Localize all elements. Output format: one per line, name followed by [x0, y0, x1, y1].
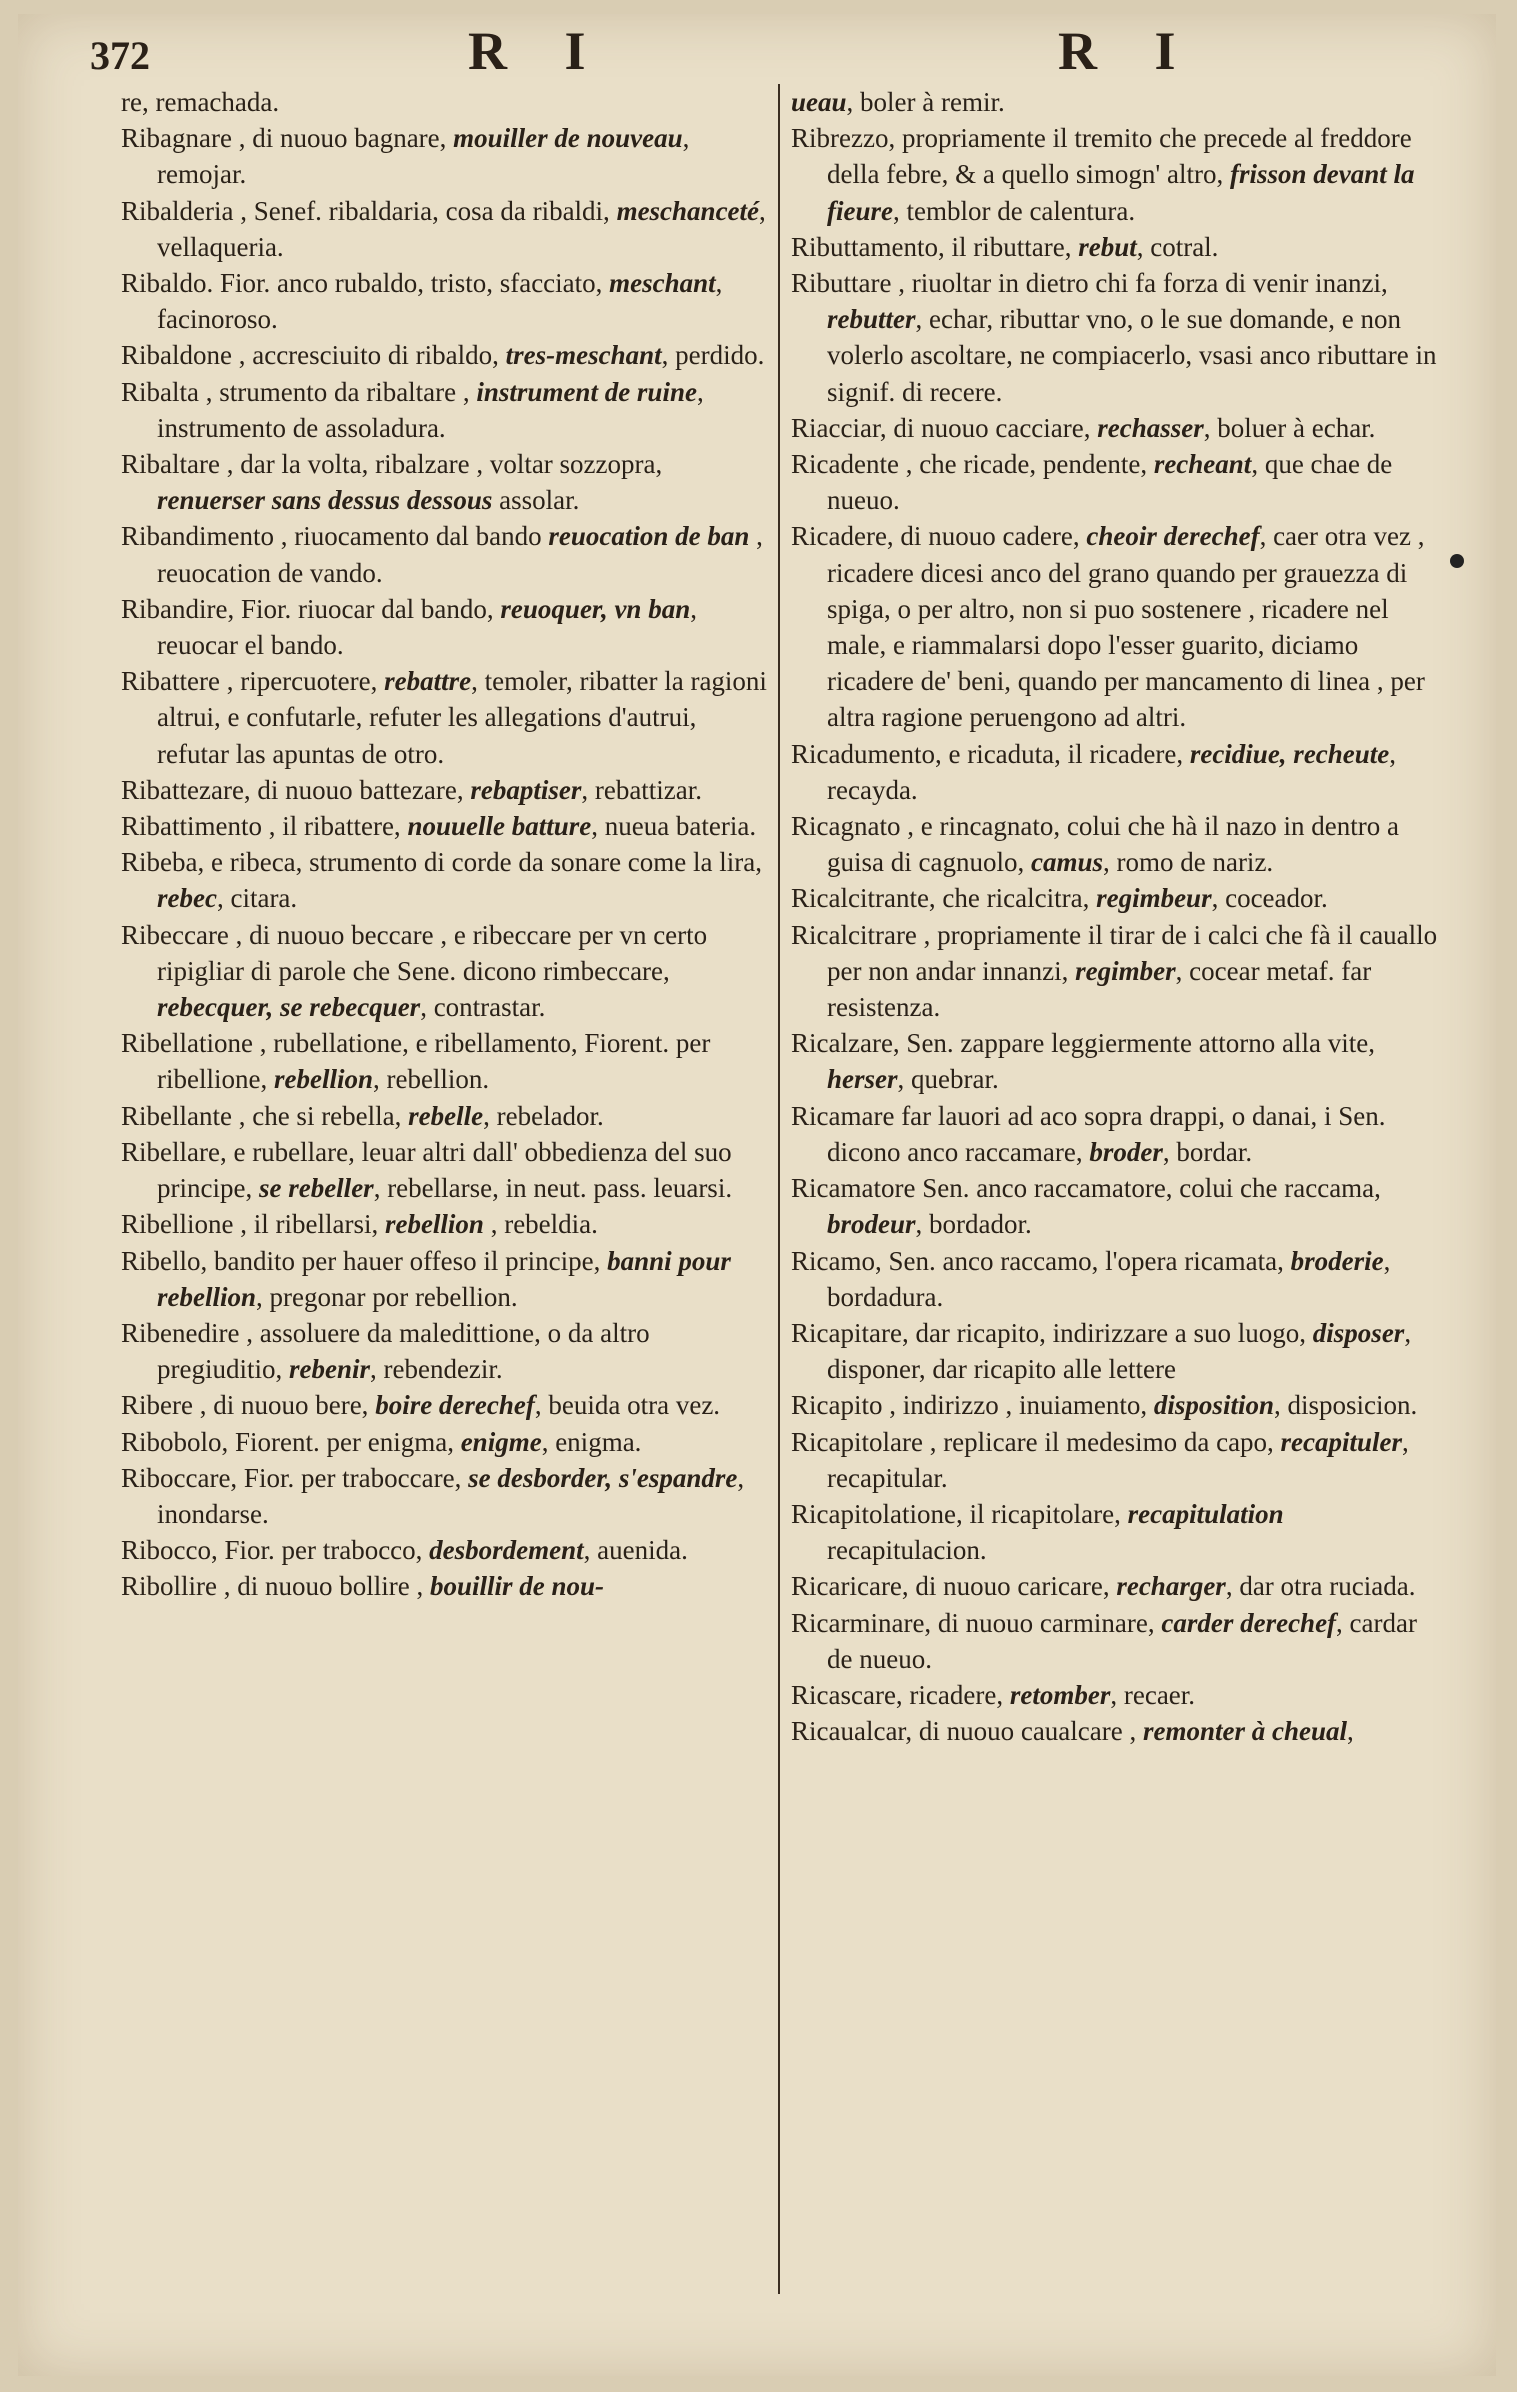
page-header: [18, 14, 1496, 84]
entry-french: recapitulation: [1127, 1498, 1284, 1529]
entry-french: disposition: [1153, 1390, 1274, 1421]
entry-french: boire derechef: [375, 1390, 535, 1421]
entry-italian: Ribandimento , riuocamento dal bando: [121, 521, 549, 552]
entry-italian: Ricapitare, dar ricapito, indirizzare a suo luogo,: [791, 1317, 1313, 1348]
entry-french: regimbeur: [1096, 883, 1212, 914]
entry-spanish: , cotral.: [1136, 231, 1219, 262]
entry-french: rebecquer, se rebecquer: [157, 992, 421, 1023]
entry-italian: Ribandire, Fior. riuocar dal bando,: [121, 593, 501, 624]
entry-spanish: , romo de nariz.: [1102, 847, 1274, 878]
dictionary-entry: [121, 1025, 771, 1097]
entry-spanish: , disponer, dar ricapito alle lettere: [827, 1317, 1412, 1385]
dictionary-entry: [791, 1496, 1441, 1568]
entry-spanish: , disposicion.: [1273, 1390, 1418, 1421]
entry-french: broder: [1089, 1136, 1163, 1167]
entry-spanish: ,: [1347, 1716, 1354, 1747]
entry-french: recapituler: [1280, 1426, 1403, 1457]
entry-spanish: , temblor de calentura.: [892, 195, 1136, 226]
entry-french: enigme: [460, 1426, 542, 1457]
entry-italian: Ribrezzo, propriamente il tremito che precede al freddore della febre, & a quello simogn' altro,: [791, 123, 1412, 190]
dictionary-entry: [121, 1134, 771, 1206]
entry-french: rechasser: [1097, 412, 1204, 443]
entry-spanish: , auenida.: [583, 1535, 688, 1566]
entry-italian: Ribagnare , di nuouo bagnare,: [121, 123, 454, 154]
left-column: [121, 84, 771, 2326]
dictionary-entry: [121, 374, 771, 446]
entry-italian: Ricadere, di nuouo cadere,: [791, 521, 1087, 552]
entry-french: retomber: [1009, 1679, 1111, 1710]
entry-spanish: , pregonar por rebellion.: [256, 1281, 518, 1312]
dictionary-entry: [121, 663, 771, 772]
dictionary-entry: [791, 880, 1441, 916]
dictionary-entry: [121, 1315, 771, 1387]
entry-italian: Ricagnato , e rincagnato, colui che hà il nazo in dentro a guisa di cagnuolo,: [791, 811, 1400, 878]
entry-french: herser: [827, 1064, 898, 1095]
entry-french: recidiue, recheute: [1189, 738, 1390, 769]
dictionary-entry: [791, 1243, 1441, 1315]
entry-spanish: , rebellion.: [372, 1064, 490, 1095]
entry-spanish: , rebelador.: [483, 1100, 604, 1131]
entry-italian: Ricamo, Sen. anco raccamo, l'opera ricamata,: [791, 1245, 1291, 1276]
entry-spanish: , bordador.: [915, 1209, 1032, 1240]
entry-italian: Ribalderia , Senef. ribaldaria, cosa da ribaldi,: [121, 195, 617, 226]
entry-spanish: , bordadura.: [827, 1245, 1391, 1312]
entry-italian: Ricadumento, e ricaduta, il ricadere,: [791, 738, 1190, 769]
dictionary-entry: [121, 1243, 771, 1315]
entry-french: rebellion: [273, 1064, 373, 1095]
dictionary-entry: [121, 1568, 771, 1604]
entry-spanish: , rebellarse, in neut. pass. leuarsi.: [373, 1173, 733, 1204]
dictionary-entry: [791, 1605, 1441, 1677]
dictionary-entry: [121, 1460, 771, 1532]
entry-italian: re, remachada.: [121, 87, 280, 117]
page-number: 372: [90, 33, 150, 78]
entry-french: rebutter: [827, 304, 916, 335]
entry-italian: Ribello, bandito per hauer offeso il principe,: [121, 1245, 608, 1276]
entry-french: brodeur: [827, 1209, 916, 1240]
entry-french: camus: [1030, 847, 1103, 878]
entry-french: renuerser sans dessus dessous: [157, 485, 493, 516]
entry-italian: Ribaldone , accresciuito di ribaldo,: [121, 340, 506, 371]
dictionary-entry: [791, 1387, 1441, 1423]
dictionary-entry: [121, 1424, 771, 1460]
entry-french: rebec: [157, 883, 217, 914]
entry-italian: Ribaltare , dar la volta, ribalzare , voltar sozzopra,: [121, 449, 663, 480]
entry-french: bouillir de nou-: [429, 1571, 605, 1602]
entry-french: rebaptiser: [470, 774, 582, 805]
dictionary-entry: [121, 84, 771, 120]
right-running-head: R I: [1058, 21, 1198, 81]
entry-spanish: , boluer à echar.: [1203, 412, 1376, 443]
entry-spanish: , cardar de nueuo.: [827, 1607, 1417, 1674]
entry-spanish: , boler à remir.: [846, 87, 1005, 117]
entry-italian: Ribattimento , il ribattere,: [121, 811, 408, 842]
dictionary-entry: [791, 120, 1441, 229]
entry-french: mouiller de nouveau: [453, 123, 683, 154]
entry-italian: Ribellione , il ribellarsi,: [121, 1209, 385, 1240]
entry-french: frisson devant la fieure: [827, 159, 1415, 226]
dictionary-entry: [791, 1713, 1441, 1749]
entry-italian: Ricamare far lauori ad aco sopra drappi, o danai, i Sen. dicono anco raccamare,: [791, 1100, 1386, 1167]
dictionary-entry: [121, 1387, 771, 1423]
entry-spanish: assolar.: [492, 485, 580, 516]
entry-italian: Ribeba, e ribeca, strumento di corde da sonare come la lira,: [121, 847, 762, 878]
entry-french: meschanceté: [616, 195, 760, 226]
dictionary-entry: [121, 518, 771, 590]
entry-italian: Ributtare , riuoltar in dietro chi fa forza di venir inanzi,: [791, 268, 1388, 299]
entry-spanish: , enigma.: [541, 1426, 642, 1457]
entry-italian: Ricapitolatione, il ricapitolare,: [791, 1498, 1128, 1529]
dictionary-entry: [121, 446, 771, 518]
entry-french: rebut: [1078, 231, 1137, 262]
entry-italian: Riboccare, Fior. per traboccare,: [121, 1462, 469, 1493]
entry-french: nouuelle batture: [407, 811, 592, 842]
entry-spanish: , dar otra ruciada.: [1225, 1571, 1416, 1602]
entry-italian: Ricapitolare , replicare il medesimo da capo,: [791, 1426, 1281, 1457]
entry-italian: Ribere , di nuouo bere,: [121, 1390, 376, 1421]
dictionary-entry: [791, 84, 1441, 120]
dictionary-entry: [791, 736, 1441, 808]
dictionary-entry: [791, 265, 1441, 410]
entry-italian: Ricaualcar, di nuouo caualcare ,: [791, 1716, 1143, 1747]
entry-french: se desborder, s'espandre: [468, 1462, 738, 1493]
dictionary-entry: [121, 1098, 771, 1134]
entry-italian: Ribeccare , di nuouo beccare , e ribeccare per vn certo ripigliar di parole che Sene. dicono rimbeccare,: [121, 919, 708, 986]
dictionary-entry: [121, 1206, 771, 1242]
dictionary-entry: [121, 337, 771, 373]
dictionary-entry: [121, 1532, 771, 1568]
dictionary-entry: [791, 446, 1441, 518]
entry-italian: Ricadente , che ricade, pendente,: [791, 449, 1154, 480]
entry-french: regimber: [1075, 955, 1176, 986]
dictionary-entry: [791, 1098, 1441, 1170]
entry-italian: Riacciar, di nuouo cacciare,: [791, 412, 1098, 443]
entry-spanish: , instrumento de assoladura.: [157, 376, 704, 443]
column-divider: [778, 84, 780, 2294]
entry-spanish: , recaer.: [1110, 1679, 1196, 1710]
entry-spanish: , reuocar el bando.: [157, 593, 697, 661]
entry-french: reuocation de ban: [548, 521, 750, 552]
entry-spanish: recapitulacion.: [827, 1535, 987, 1566]
entry-french: instrument de ruine: [476, 376, 697, 407]
entry-french: banni pour rebellion: [157, 1245, 731, 1312]
entry-italian: Ribenedire , assoluere da maledittione, o da altro pregiuditio,: [121, 1317, 650, 1385]
entry-french: meschant: [609, 268, 716, 299]
entry-french: rebattre: [384, 666, 472, 697]
entry-french: rebelle: [408, 1100, 484, 1131]
dictionary-page: [18, 14, 1496, 2376]
dictionary-entry: [121, 844, 771, 916]
entry-spanish: , temoler, ribatter la ragioni altrui, e confutarle, refuter les allegations d'autrui, refutar las apuntas de otro.: [157, 666, 767, 769]
entry-italian: Ricascare, ricadere,: [791, 1679, 1010, 1710]
entry-italian: Ricalcitrare , propriamente il tirar de i calci che fà il cauallo per non andar innanzi,: [791, 919, 1438, 986]
entry-italian: Ribalta , strumento da ribaltare ,: [121, 376, 477, 407]
entry-french: desbordement: [429, 1535, 584, 1566]
entry-spanish: , caer otra vez , ricadere dicesi anco del grano quando per grauezza di spiga, o per altro, non si puo sostenere , ricadere nel male, e riammalarsi dopo l'esser guarito, diciamo ricadere de' beni, quando per mancamento di linea , per altra ragione peruengono ad altri.: [827, 521, 1425, 733]
dictionary-entry: [791, 808, 1441, 880]
entry-spanish: , rebeldia.: [483, 1209, 598, 1240]
entry-spanish: , rebendezir.: [369, 1354, 503, 1385]
dictionary-entry: [791, 410, 1441, 446]
entry-spanish: , citara.: [216, 883, 298, 914]
entry-spanish: , bordar.: [1162, 1136, 1253, 1167]
entry-italian: Ricalzare, Sen. zappare leggiermente attorno alla vite,: [791, 1028, 1375, 1059]
left-running-head: R I: [468, 21, 608, 81]
entry-spanish: , facinoroso.: [157, 268, 723, 335]
entry-french: recheant: [1153, 449, 1252, 480]
dictionary-entry: [791, 1170, 1441, 1242]
entry-italian: Ricapito , indirizzo , inuiamento,: [791, 1390, 1154, 1421]
entry-spanish: , beuida otra vez.: [534, 1390, 721, 1421]
entry-italian: Ribellare, e rubellare, leuar altri dall' obbedienza del suo principe,: [121, 1136, 732, 1204]
entry-french: ueau: [791, 87, 847, 117]
dictionary-entry: [121, 808, 771, 844]
entry-italian: Ribattere , ripercuotere,: [121, 666, 385, 697]
entry-italian: Ricamatore Sen. anco raccamatore, colui che raccama,: [791, 1173, 1381, 1204]
entry-italian: Ribellante , che si rebella,: [121, 1100, 409, 1131]
dictionary-entry: [791, 1568, 1441, 1604]
right-column: [791, 84, 1441, 2326]
entry-spanish: , vellaqueria.: [157, 195, 766, 262]
entry-french: disposer: [1312, 1317, 1405, 1348]
ink-spot: [1450, 554, 1464, 568]
entry-french: carder derechef: [1161, 1607, 1337, 1638]
dictionary-entry: [121, 265, 771, 337]
entry-spanish: , remojar.: [157, 123, 690, 190]
entry-spanish: , perdido.: [661, 340, 765, 371]
entry-french: cheoir derechef: [1086, 521, 1260, 552]
entry-french: reuoquer, vn ban: [500, 593, 691, 624]
dictionary-entry: [121, 591, 771, 663]
entry-french: recharger: [1116, 1571, 1226, 1602]
entry-spanish: , inondarse.: [157, 1462, 745, 1529]
dictionary-entry: [121, 193, 771, 265]
dictionary-entry: [791, 917, 1441, 1026]
entry-italian: Ribobolo, Fiorent. per enigma,: [121, 1426, 461, 1457]
entry-italian: Ribattezare, di nuouo battezare,: [121, 774, 471, 805]
entry-spanish: , reuocation de vando.: [157, 521, 763, 588]
dictionary-entry: [121, 917, 771, 1026]
entry-spanish: , rebattizar.: [581, 774, 703, 805]
entry-spanish: , recapitular.: [827, 1426, 1409, 1493]
dictionary-entry: [791, 518, 1441, 735]
dictionary-entry: [791, 1025, 1441, 1097]
dictionary-entry: [791, 229, 1441, 265]
entry-french: tres-meschant: [505, 340, 662, 371]
entry-italian: Ributtamento, il ributtare,: [791, 231, 1079, 262]
entry-italian: Ricaricare, di nuouo caricare,: [791, 1571, 1117, 1602]
dictionary-entry: [121, 120, 771, 192]
entry-spanish: , quebrar.: [897, 1064, 999, 1095]
dictionary-entry: [791, 1315, 1441, 1387]
entry-italian: Ricarminare, di nuouo carminare,: [791, 1607, 1162, 1638]
entry-italian: Ricalcitrante, che ricalcitra,: [791, 883, 1097, 914]
entry-italian: Ribellatione , rubellatione, e ribellamento, Fiorent. per ribellione,: [121, 1028, 711, 1095]
entry-spanish: , nueua bateria.: [591, 811, 757, 842]
entry-spanish: , que chae de nueuo.: [827, 449, 1393, 516]
entry-french: broderie: [1290, 1245, 1384, 1276]
dictionary-entry: [121, 772, 771, 808]
entry-italian: Ribocco, Fior. per trabocco,: [121, 1535, 430, 1566]
entry-spanish: , echar, ributtar vno, o le sue domande, e non volerlo ascoltare, ne compiacerlo, vsasi anco ributtare in signif. di recere.: [827, 304, 1437, 407]
entry-spanish: , contrastar.: [420, 992, 546, 1023]
entry-spanish: , cocear metaf. far resistenza.: [827, 955, 1372, 1023]
entry-italian: Ribollire , di nuouo bollire ,: [121, 1571, 430, 1602]
entry-french: se rebeller: [258, 1173, 374, 1204]
entry-french: remonter à cheual: [1143, 1716, 1348, 1747]
entry-spanish: , coceador.: [1211, 883, 1328, 914]
dictionary-entry: [791, 1677, 1441, 1713]
entry-spanish: , recayda.: [827, 738, 1397, 805]
dictionary-entry: [791, 1424, 1441, 1496]
entry-french: rebellion: [384, 1209, 484, 1240]
entry-french: rebenir: [288, 1354, 370, 1385]
entry-italian: Ribaldo. Fior. anco rubaldo, tristo, sfacciato,: [121, 268, 610, 299]
